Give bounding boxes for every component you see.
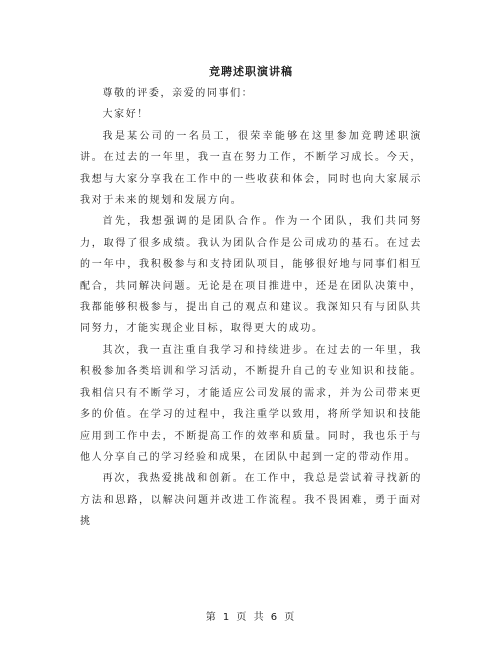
salutation-paragraph: 尊敬的评委，亲爱的同事们： xyxy=(102,88,254,99)
body-paragraph: 其次，我一直注重自我学习和持续进步。在过去的一年里，我积极参加各类培训和学习活动，不断提升自己的专业知识和技能。我相信只有不断学习，才能适应公司发展的需求，并为公司带来更多的价值。在学习的过程中，我注重学以致用，将所学知识和技能应用到工作中去，不断提高工作的效率和质量。同时，我也乐于与他人分享自己的学习经验和成果，在团队中起到一定的带动作用。 xyxy=(80,344,422,463)
document-title: 竞聘述职演讲稿 xyxy=(209,65,293,78)
body-paragraph: 再次，我热爱挑战和创新。在工作中，我总是尝试着寻找新的方法和思路，以解决问题并改进工作流程。我不畏困难，勇于面对挑 xyxy=(80,473,422,528)
body-paragraph: 我是某公司的一名员工，很荣幸能够在这里参加竞聘述职演讲。在过去的一年里，我一直在努力工作，不断学习成长。今天，我想与大家分享我在工作中的一些收获和体会，同时也向大家展示我对于未来的规划和发展方向。 xyxy=(80,130,422,207)
document-body xyxy=(80,83,422,533)
greeting-paragraph: 大家好！ xyxy=(102,109,149,121)
page-number-footer: 第 1 页 共 6 页 xyxy=(205,612,297,623)
body-paragraph: 首先，我想强调的是团队合作。作为一个团队，我们共同努力，取得了很多成绩。我认为团队合作是公司成功的基石。在过去的一年中，我积极参与和支持团队项目，能够很好地与同事们相互配合，共同解决问题。无论是在项目推进中，还是在团队决策中，我都能够积极参与，提出自己的观点和建议。我深知只有与团队共同努力，才能实现企业目标，取得更大的成功。 xyxy=(80,216,422,335)
